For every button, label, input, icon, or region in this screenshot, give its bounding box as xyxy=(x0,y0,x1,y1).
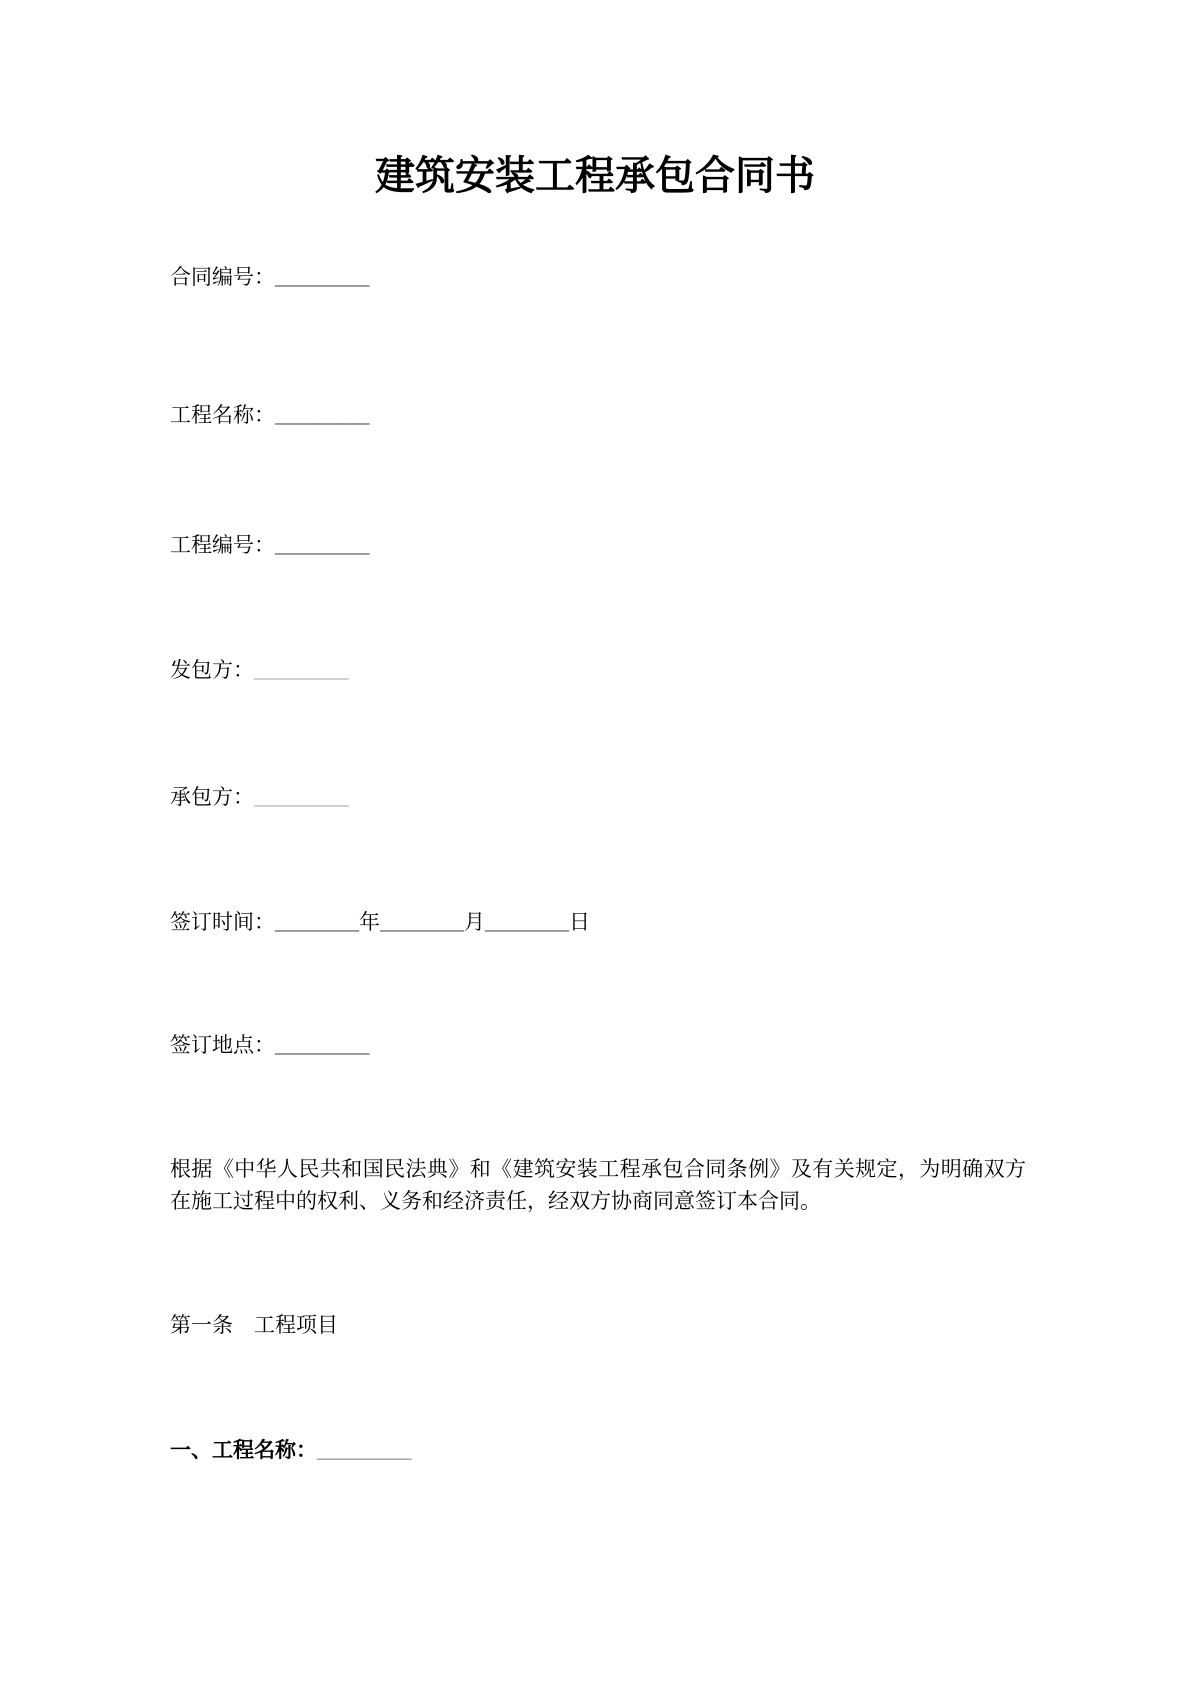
article-1-heading: 第一条 工程项目 xyxy=(170,1313,338,1337)
employer-label: 发包方： xyxy=(170,658,254,682)
field-sign-place xyxy=(170,1030,370,1061)
sign-place-label: 签订地点： xyxy=(170,1033,275,1057)
field-employer xyxy=(170,655,349,686)
sign-date-label: 签订时间： xyxy=(170,910,275,934)
sign-date-month-blank: ________ xyxy=(380,910,464,934)
field-project-no xyxy=(170,530,370,561)
sign-date-day-unit: 日 xyxy=(569,910,590,934)
project-name-blank: _________ xyxy=(275,403,370,427)
employer-blank: _________ xyxy=(254,658,349,682)
article-1-item-1 xyxy=(170,1435,412,1466)
sign-place-blank: _________ xyxy=(275,1033,370,1057)
contractor-label: 承包方： xyxy=(170,785,254,809)
item-1-blank: _________ xyxy=(317,1438,412,1462)
field-project-name xyxy=(170,400,370,431)
item-1-label: 一、工程名称： xyxy=(170,1438,317,1462)
project-name-label: 工程名称： xyxy=(170,403,275,427)
sign-date-month-unit: 月 xyxy=(464,910,485,934)
project-no-blank: _________ xyxy=(275,533,370,557)
field-contract-no xyxy=(170,262,370,293)
sign-date-day-blank: ________ xyxy=(485,910,569,934)
sign-date-year-unit: 年 xyxy=(359,910,380,934)
contract-no-label: 合同编号： xyxy=(170,265,275,289)
contractor-blank: _________ xyxy=(254,785,349,809)
document-title: 建筑安装工程承包合同书 xyxy=(375,153,815,198)
contract-no-blank: _________ xyxy=(275,265,370,289)
project-no-label: 工程编号： xyxy=(170,533,275,557)
field-contractor xyxy=(170,782,349,813)
intro-paragraph: 根据《中华人民共和国民法典》和《建筑安装工程承包合同条例》及有关规定，为明确双方在施工过程中的权利、义务和经济责任，经双方协商同意签订本合同。 xyxy=(170,1157,1026,1213)
sign-date-year-blank: ________ xyxy=(275,910,359,934)
field-sign-date xyxy=(170,907,590,938)
